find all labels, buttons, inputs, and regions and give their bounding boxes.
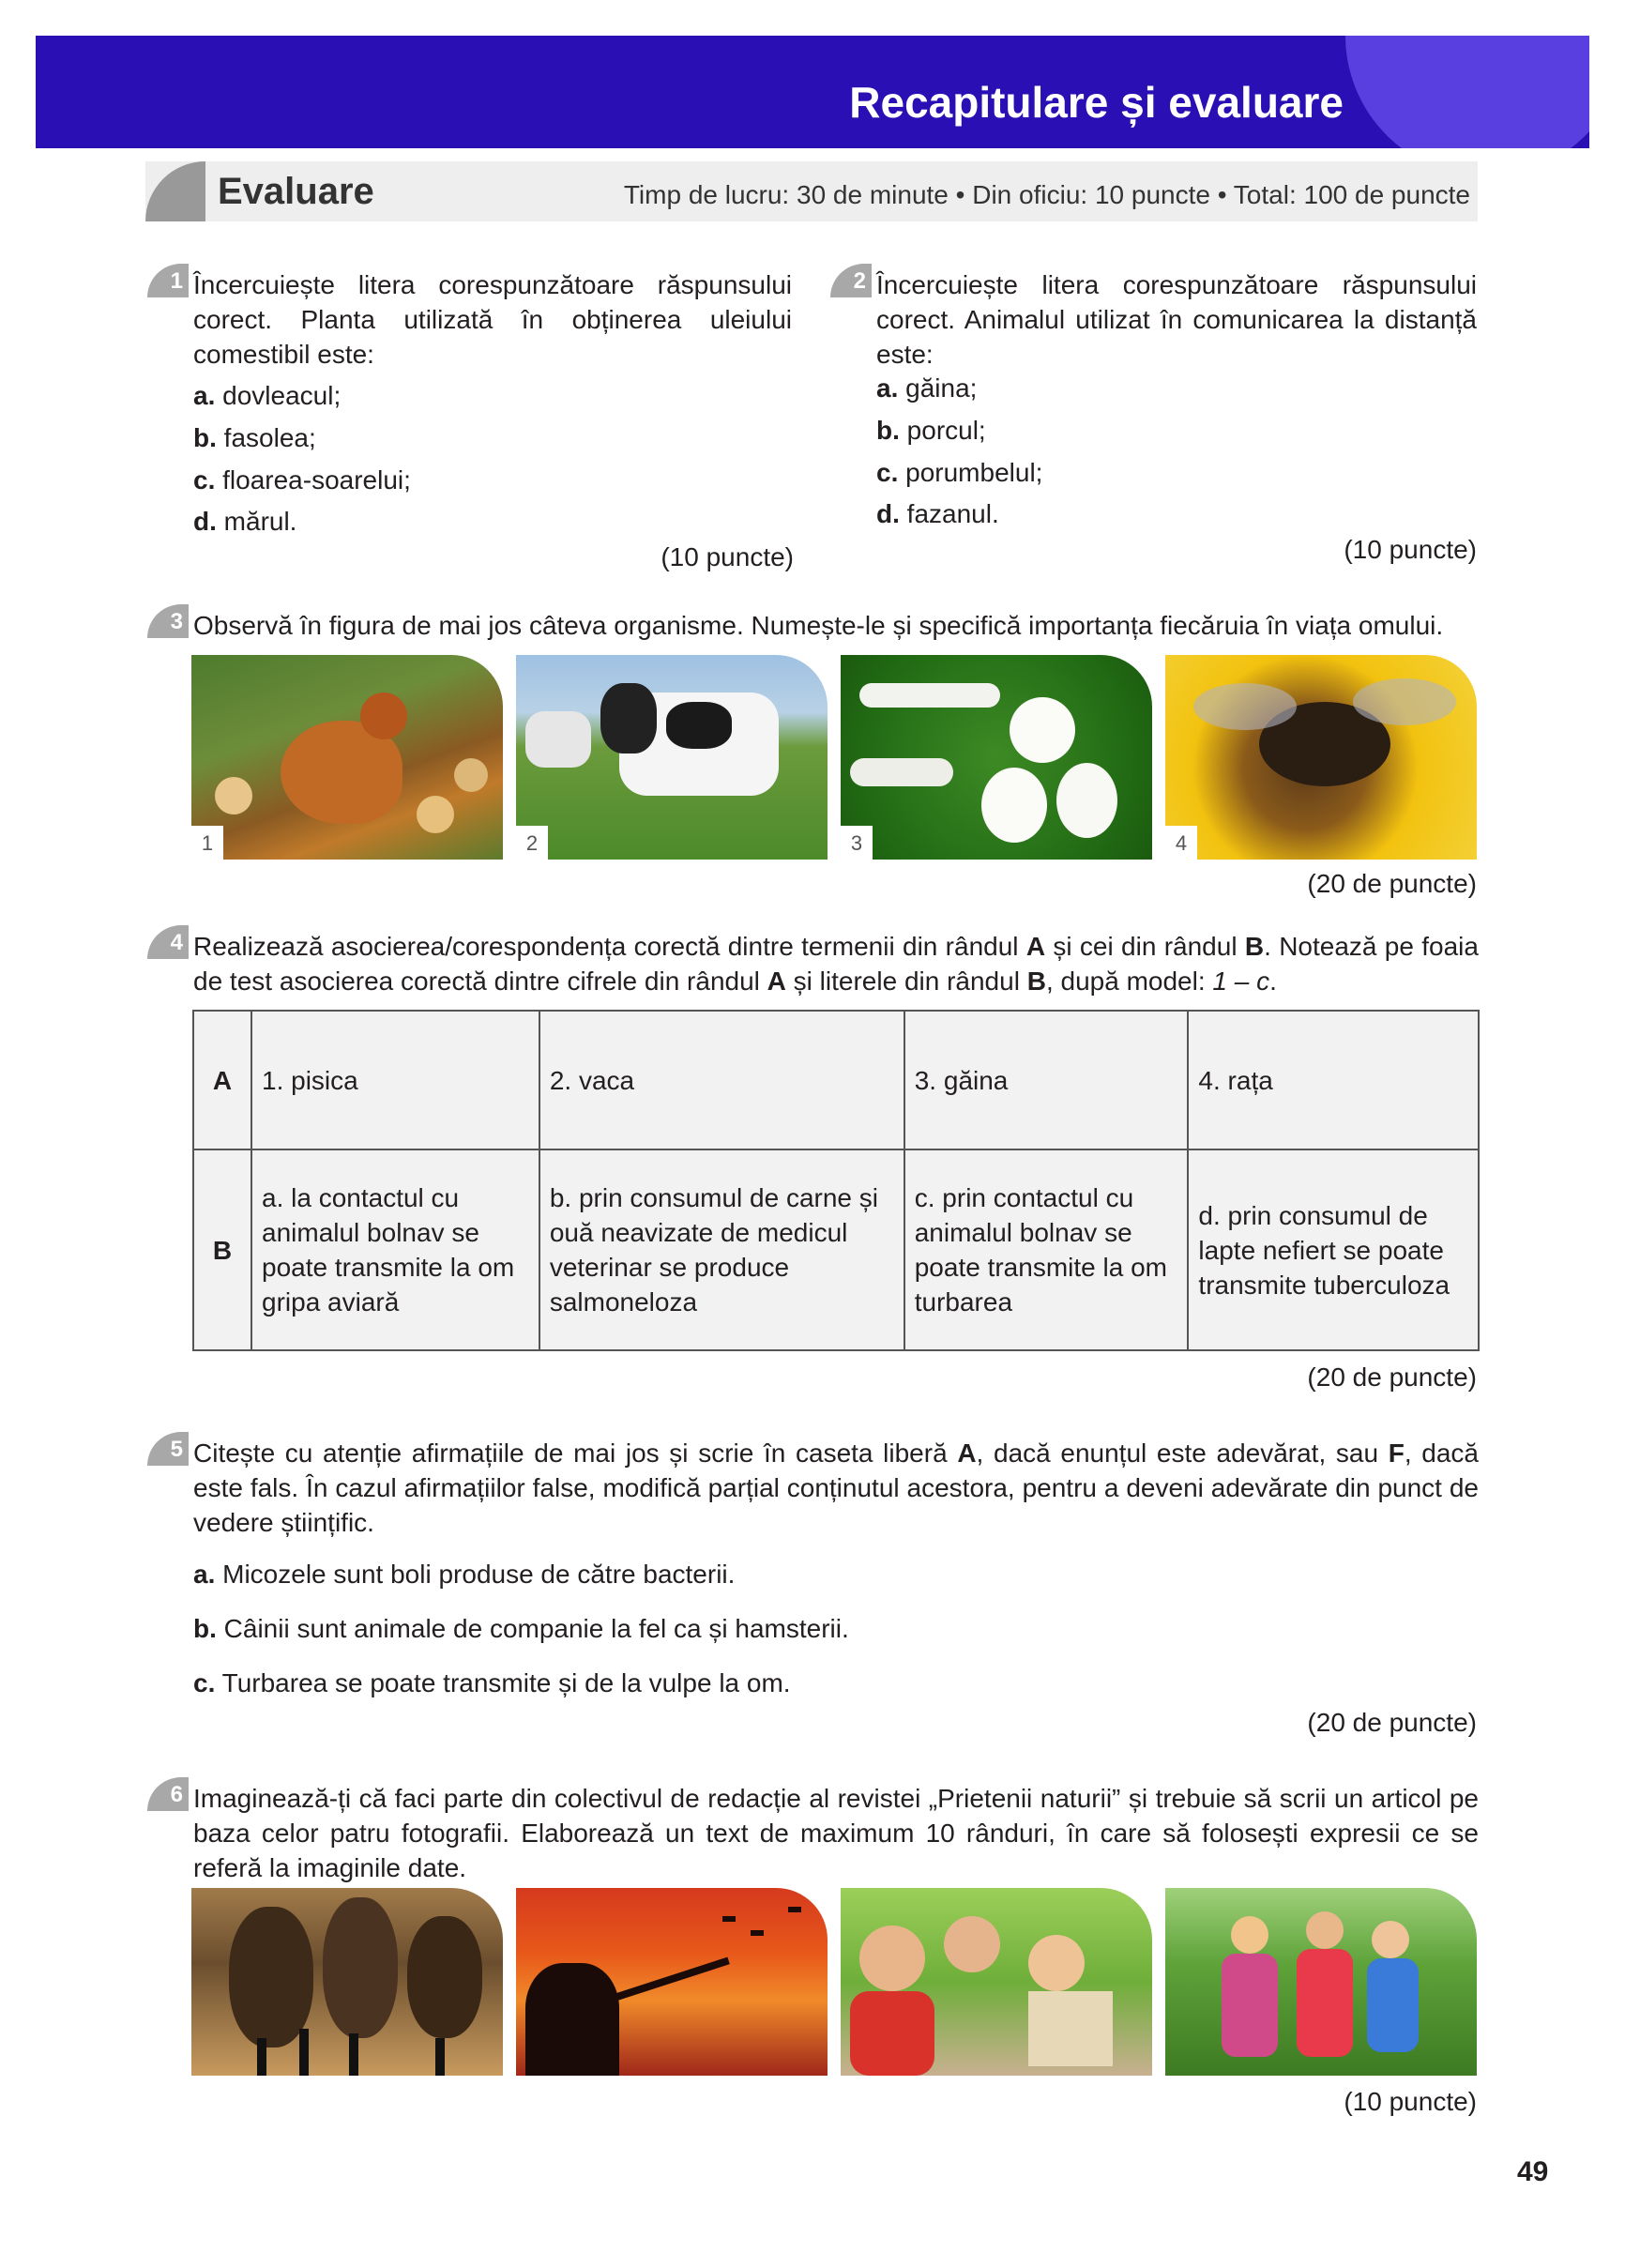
- row-a-label: A: [193, 1011, 251, 1149]
- row-b-label: B: [193, 1149, 251, 1350]
- q3-points: (20 de puncte): [1307, 869, 1477, 898]
- table-cell: 2. vaca: [539, 1011, 904, 1149]
- question-number-6: 6: [147, 1777, 189, 1811]
- table-cell: 4. rața: [1188, 1011, 1479, 1149]
- question-4-text: Realizează asocierea/corespondența corectă dintre termenii din rândul A și cei din rândul B. Notează pe foaia de test asocierea corectă dintre cifrele din rândul A și literele din rândul B, după model: 1 – c.: [193, 932, 1479, 996]
- photo-factory-smoke: [191, 1888, 503, 2076]
- section-title: Evaluare: [218, 171, 374, 212]
- photo-bee: [1165, 655, 1477, 860]
- table-row-b: [193, 1149, 1479, 1350]
- photo-cow: [516, 655, 828, 860]
- association-table: [192, 1010, 1480, 1351]
- question-number-1: 1: [147, 264, 189, 297]
- q1-option-d: d. mărul.: [193, 507, 297, 536]
- q4-points: (20 de puncte): [1307, 1362, 1477, 1392]
- photo-silkworms: [841, 655, 1152, 860]
- evaluation-header-bar: [145, 161, 1478, 221]
- question-2-text: Încercuiește litera corespunzătoare răspunsului corect. Animalul utilizat în comunicarea la distanță este:: [876, 270, 1477, 369]
- q5-statement-b: b. Câinii sunt animale de companie la fel ca și hamsterii.: [193, 1614, 849, 1643]
- q6-points: (10 puncte): [1344, 2087, 1477, 2116]
- q2-points: (10 puncte): [1344, 535, 1477, 564]
- table-row-a: [193, 1011, 1479, 1149]
- question-5-text: Citește cu atenție afirmațiile de mai jos și scrie în caseta liberă A, dacă enunțul este adevărat, sau F, dacă este fals. În cazul afirmațiilor false, modifică parțial conținutul acestora, pentru a deveni adevărate din punct de vedere științific.: [193, 1438, 1479, 1537]
- table-cell: d. prin consumul de lapte nefiert se poate transmite tuberculoza: [1188, 1149, 1479, 1350]
- q5-statement-c: c. Turbarea se poate transmite și de la vulpe la om.: [193, 1668, 791, 1697]
- table-cell: b. prin consumul de carne și ouă neavizate de medicul veterinar se produce salmoneloza: [539, 1149, 904, 1350]
- q5-statement-a: a. Micozele sunt boli produse de către bacterii.: [193, 1560, 736, 1589]
- photo-hunter-silhouette: [516, 1888, 828, 2076]
- q2-option-d: d. fazanul.: [876, 499, 999, 528]
- q2-option-b: b. porcul;: [876, 416, 986, 445]
- photo-children-birdhouse: [841, 1888, 1152, 2076]
- question-number-4: 4: [147, 925, 189, 959]
- table-cell: c. prin contactul cu animalul bolnav se poate transmite la om turbarea: [904, 1149, 1189, 1350]
- photo-label-3: 3: [841, 826, 873, 860]
- table-cell: 1. pisica: [251, 1011, 539, 1149]
- q2-option-a: a. găina;: [876, 373, 978, 403]
- question-6-text: Imaginează-ți că faci parte din colectivul de redacție al revistei „Prietenii naturii” și trebuie să scrii un articol pe baza celor patru fotografii. Elaborează un text de maximum 10 rânduri, în care să folosești expresii ce se referă la imaginile date.: [193, 1784, 1479, 1882]
- photo-label-2: 2: [516, 826, 548, 860]
- q2-option-c: c. porumbelul;: [876, 458, 1043, 487]
- q5-points: (20 de puncte): [1307, 1708, 1477, 1737]
- section-corner-icon: [145, 161, 205, 221]
- table-cell: 3. găina: [904, 1011, 1189, 1149]
- photo-children-cleaning: [1165, 1888, 1477, 2076]
- header-banner: [36, 36, 1589, 148]
- photo-hen-with-chicks: [191, 655, 503, 860]
- chapter-title: Recapitulare și evaluare: [849, 78, 1344, 127]
- question-number-3: 3: [147, 604, 189, 638]
- q1-option-c: c. floarea-soarelui;: [193, 465, 411, 495]
- q1-option-b: b. fasolea;: [193, 423, 316, 452]
- question-number-2: 2: [830, 264, 872, 297]
- photo-label-1: 1: [191, 826, 223, 860]
- q1-points: (10 puncte): [661, 542, 794, 571]
- question-number-5: 5: [147, 1432, 189, 1466]
- table-cell: a. la contactul cu animalul bolnav se poate transmite la om gripa aviară: [251, 1149, 539, 1350]
- section-info: Timp de lucru: 30 de minute • Din oficiu: 10 puncte • Total: 100 de puncte: [623, 180, 1470, 209]
- page-number: 49: [1517, 2156, 1549, 2187]
- photo-label-4: 4: [1165, 826, 1197, 860]
- question-1-text: Încercuiește litera corespunzătoare răspunsului corect. Planta utilizată în obținerea uleiului comestibil este:: [193, 270, 792, 369]
- banner-corner-decoration: [1345, 36, 1589, 148]
- question-3-text: Observă în figura de mai jos câteva organisme. Numește-le și specifică importanța fiecăruia în viața omului.: [193, 611, 1444, 640]
- q1-option-a: a. dovleacul;: [193, 381, 342, 410]
